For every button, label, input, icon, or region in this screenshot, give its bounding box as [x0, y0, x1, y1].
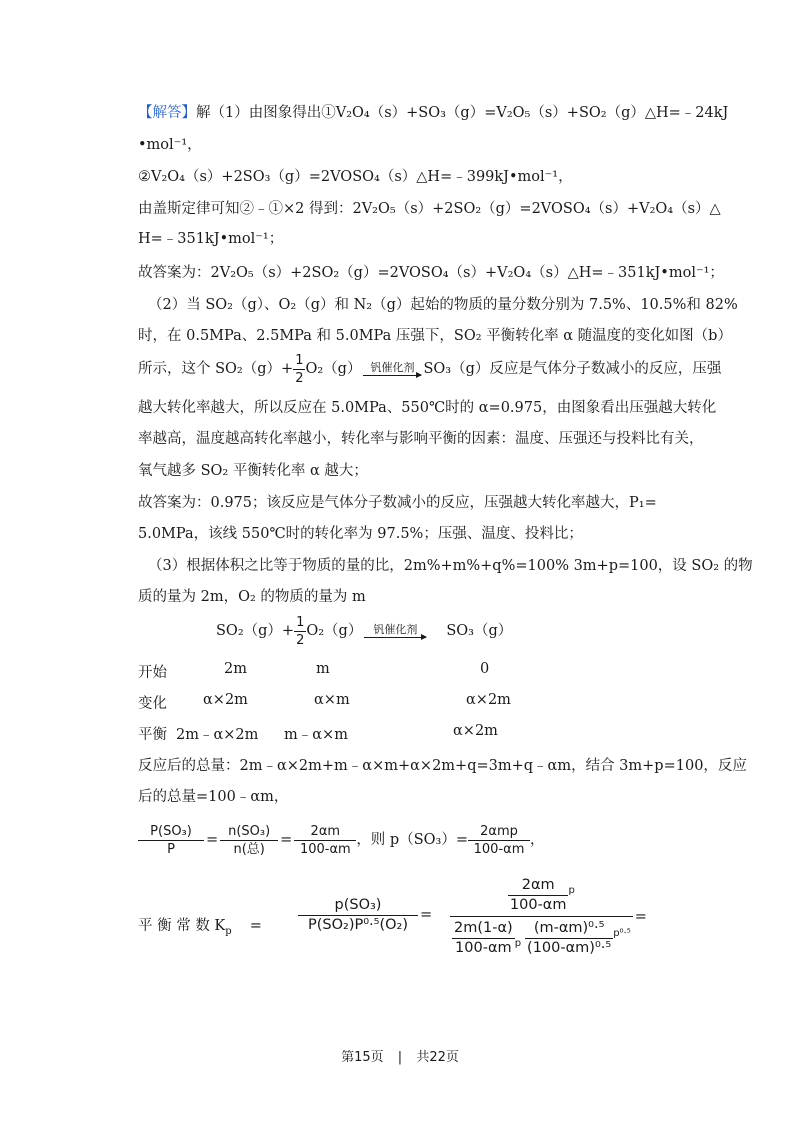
- line-4: 由盖斯定律可知②﹣①×2 得到：2V₂O₅（s）+2SO₂（g）=2VOSO₄（s）+V₂O₄（s）△: [138, 201, 721, 217]
- row-eq-label: 平衡: [138, 727, 167, 743]
- row-eq-o2: m﹣α×m: [284, 727, 348, 743]
- half-fraction: $\frac{1}{2}$: [295, 352, 304, 386]
- row-start-o2: m: [316, 661, 330, 677]
- line-16: 质的量为 2m，O₂ 的物质的量为 m: [138, 589, 366, 605]
- line-1: 【解答】解（1）由图象得出①V₂O₄（s）+SO₃（g）=V₂O₅（s）+SO₂（g）△H=﹣24kJ: [138, 105, 729, 121]
- pressure-ratio-equation: $\frac{\text{P(SO₃)}}{P}$ = $\frac{\text{n(SO₃)}}{\text{n(总)}}$ = $\frac{2\alpha m}{100-\alpha m}$ ，则 p（SO₃）= $\frac{\text{2αmp}}{100-\alpha m}$ ，: [138, 818, 545, 862]
- catalyst-arrow: 钒催化剂: [364, 624, 426, 638]
- line-13: 故答案为：0.975；该反应是气体分子数减小的反应，压强越大转化率越大，P₁=: [138, 495, 657, 511]
- row-change-label: 变化: [138, 696, 167, 712]
- reaction-equation: SO₂（g）+ $\frac{1}{2}$ O₂（g） 钒催化剂 SO₃（g）: [216, 614, 513, 648]
- kp-fraction-2: $\frac{2\alpha m}{100-\alpha m}$ $^p$ $\frac{2m(1-\alpha)}{100-\alpha m}$ $_p$ $\frac{\text{(m-αm)⁰·⁵}}{\text{(100-αm)⁰·⁵}}$ $^{p^0\cdot^5}$ =: [450, 878, 647, 955]
- row-eq-so3: α×2m: [453, 723, 498, 739]
- row-start-label: 开始: [138, 665, 167, 681]
- line-7: （2）当 SO₂（g）、O₂（g）和 N₂（g）起始的物质的量分数分别为 7.5%、10.5%和 82%: [148, 297, 738, 313]
- row-change-so2: α×2m: [203, 692, 248, 708]
- line-20: 反应后的总量：2m﹣α×2m+m﹣α×m+α×2m+q=3m+q﹣αm，结合 3m+p=100，反应: [138, 758, 747, 774]
- line-14: 5.0MPa，该线 550℃时的转化率为 97.5%；压强、温度、投料比；: [138, 526, 583, 542]
- row-eq-so2: 2m﹣α×2m: [176, 727, 259, 743]
- page-number: 第15页: [341, 1050, 384, 1065]
- answer-tag: 【解答】: [138, 105, 196, 121]
- line-3: ②V₂O₄（s）+2SO₃（g）=2VOSO₄（s）△H=﹣399kJ•mol⁻¹，: [138, 169, 573, 185]
- line-5: H=﹣351kJ•mol⁻¹；: [138, 231, 284, 247]
- page-footer: [0, 1046, 800, 1065]
- line-2: •mol⁻¹，: [138, 137, 202, 153]
- row-change-o2: α×m: [314, 692, 350, 708]
- line-11: 率越高，温度越高转化率越小，转化率与影响平衡的因素：温度、压强还与投料比有关，: [138, 431, 704, 447]
- line-9: 所示，这个 SO₂（g）+ $\frac{1}{2}$ O₂（g） 钒催化剂 SO₃（g）反应是气体分子数减小的反应，压强: [138, 352, 722, 386]
- page-total: 共22页: [416, 1050, 459, 1065]
- line-21: 后的总量=100﹣αm，: [138, 789, 289, 805]
- catalyst-arrow: 钒催化剂: [363, 362, 421, 376]
- line-8: 时，在 0.5MPa、2.5MPa 和 5.0MPa 压强下，SO₂ 平衡转化率 α 随温度的变化如图（b）: [138, 328, 732, 344]
- line-6: 故答案为：2V₂O₅（s）+2SO₂（g）=2VOSO₄（s）+V₂O₄（s）△H=﹣351kJ•mol⁻¹；: [138, 265, 724, 281]
- row-start-so3: 0: [480, 661, 490, 677]
- line-10: 越大转化率越大，所以反应在 5.0MPa、550℃时的 α=0.975，由图象看出压强越大转化: [138, 400, 717, 416]
- line-12: 氧气越多 SO₂ 平衡转化率 α 越大；: [138, 463, 368, 479]
- row-change-so3: α×2m: [466, 692, 511, 708]
- kp-label: 平 衡 常 数 $K_p$ =: [138, 918, 262, 937]
- row-start-so2: 2m: [224, 661, 247, 677]
- kp-fraction-1: $\frac{\text{p(SO₃)}}{\text{P(SO₂)P⁰·⁵(O₂)}}$ =: [298, 898, 432, 932]
- footer-separator: |: [397, 1050, 403, 1065]
- line-15: （3）根据体积之比等于物质的量的比，2m%+m%+q%=100% 3m+p=100，设 SO₂ 的物: [148, 558, 753, 574]
